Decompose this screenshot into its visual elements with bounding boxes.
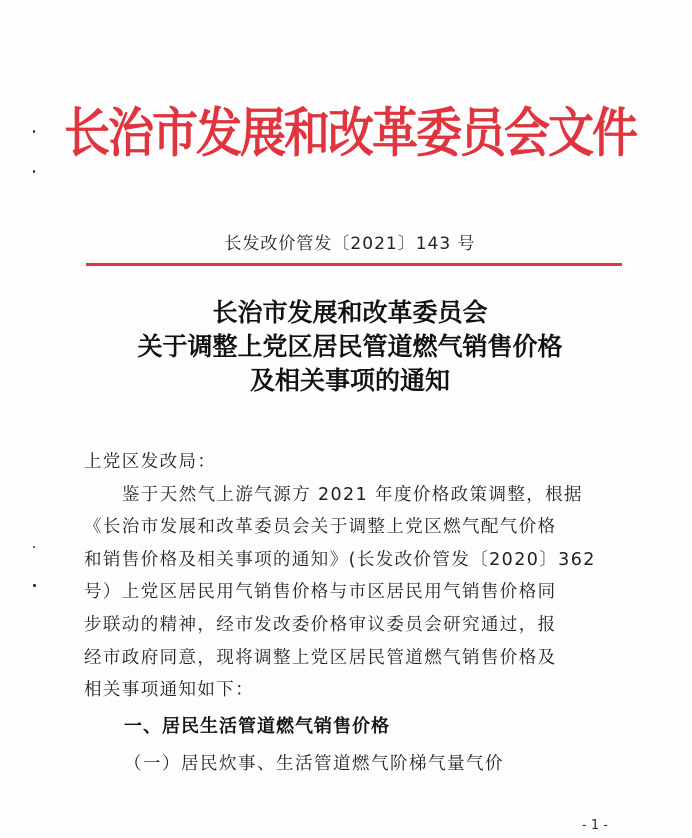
scan-speck [33, 584, 36, 587]
notice-title [60, 296, 640, 398]
document-header-title: 长治市发展和改革委员会文件 [64, 101, 636, 164]
notice-title-line: 长治市发展和改革委员会 [212, 298, 488, 327]
addressee: 上党区发改局： [84, 452, 217, 472]
section-heading: 一、居民生活管道燃气销售价格 [124, 716, 390, 737]
notice-title-line: 及相关事项的通知 [249, 366, 450, 395]
scan-speck [33, 130, 35, 133]
red-divider-line [86, 263, 622, 266]
paragraph-line: 和销售价格及相关事项的通知》(长发改价管发〔2020〕362 [84, 549, 596, 570]
paragraph-line: 相关事项通知如下： [84, 680, 255, 701]
paragraph-line: 《长治市发展和改革委员会关于调整上党区燃气配气价格 [84, 517, 557, 538]
paragraph-line: 鉴于天然气上游气源方 2021 年度价格政策调整，根据 [122, 484, 583, 505]
notice-title-line: 关于调整上党区居民管道燃气销售价格 [137, 332, 563, 361]
scan-speck [33, 546, 35, 548]
paragraph-line: 号）上党区居民用气销售价格与市区居民用气销售价格同 [84, 582, 557, 603]
paragraph-line: 步联动的精神，经市发改委价格审议委员会研究通过，报 [84, 614, 557, 635]
document-number: 长发改价管发〔2021〕143 号 [224, 234, 476, 254]
scan-speck [33, 170, 35, 173]
page-number: - 1 - [582, 818, 608, 833]
notice-body [84, 446, 624, 707]
subsection-heading: （一）居民炊事、生活管道燃气阶梯气量气价 [124, 754, 504, 774]
paragraph-line: 经市政府同意，现将调整上党区居民管道燃气销售价格及 [84, 647, 557, 668]
